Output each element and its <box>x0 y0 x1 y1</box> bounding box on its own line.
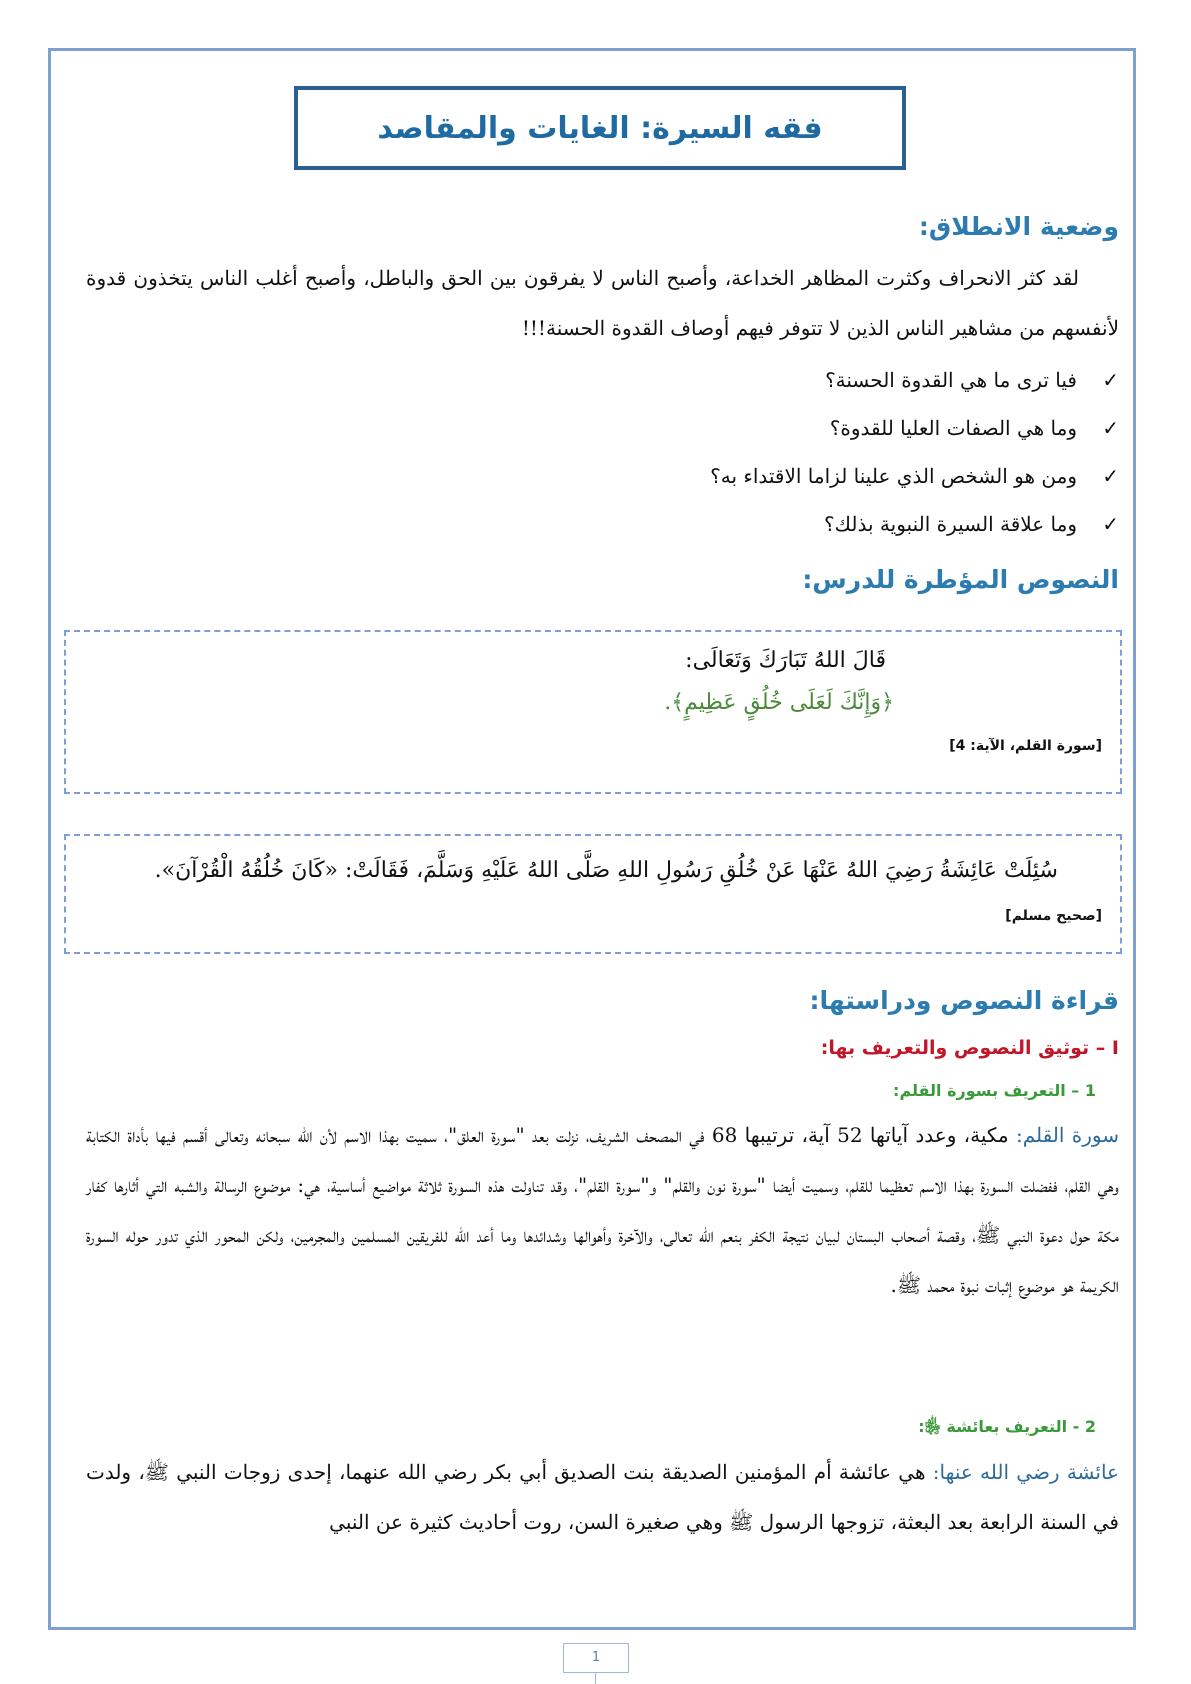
quran-box <box>64 630 1122 794</box>
list-item: ✓ فيا ترى ما هي القدوة الحسنة؟ <box>825 368 1119 392</box>
documentation-subheading: I – توثيق النصوص والتعريف بها: <box>820 1037 1119 1059</box>
start-paragraph: لقد كثر الانحراف وكثرت المظاهر الخداعة، وأصبح الناس لا يفرقون بين الحق والباطل، وأصبح أغلب الناس يتخذون قدوة لأنفسهم من مشاهير الناس الذين لا تتوفر فيهم أوصاف القدوة الحسنة!!! <box>86 266 1119 340</box>
hadith-text: سُئِلَتْ عَائِشَةُ رَضِيَ اللهُ عَنْهَا عَنْ خُلُقِ رَسُولِ اللهِ صَلَّى اللهُ عَلَيْهِ وَسَلَّمَ، فَقَالَتْ: «كَانَ خُلُقُهُ الْقُرْآنَ». <box>154 858 1058 883</box>
surah-paragraph: سورة القلم: مكية، وعدد آياتها 52 آية، ترتيبها 68 في المصحف الشريف، نزلت بعد "سورة العلق"، سميت بهذا الاسم لأن الله سبحانه وتعالى أقسم فيها بأداة الكتابة وهي القلم، ففضلت السورة بهذا الاسم تعظيما للقلم، وسميت أيضا "سورة نون والقلم" و"سورة القلم"، وقد تناولت هذه السورة ثلاثة مواضيع أساسية، هي: موضوع الرسالة والشبه التي أثارها كفار مكة حول دعوة النبي ﷺ، وقصة أصحاب البستان لبيان نتيجة الكفر بنعم الله تعالى، والآخرة وأهوالها وشدائدها وما أعد الله للفريقين المسلمين والمجرمين، ولكن المحور الذي تدور حوله السورة الكريمة هو موضوع إثبات نبوة محمد ﷺ. <box>86 1123 1119 1297</box>
aisha-subheading: 2 - التعريف بعائشة ﵂: <box>918 1417 1096 1436</box>
page-title: فقه السيرة: الغايات والمقاصد <box>377 110 823 146</box>
quran-intro: قَالَ اللهُ تَبَارَكَ وَتَعَالَى: <box>685 648 886 673</box>
list-item: ✓ ومن هو الشخص الذي علينا لزاما الاقتداء به؟ <box>710 464 1119 488</box>
page-number: 1 <box>563 1643 629 1673</box>
texts-heading: النصوص المؤطرة للدرس: <box>802 565 1119 594</box>
checkmark-icon: ✓ <box>1102 464 1119 488</box>
list-item: ✓ وما هي الصفات العليا للقدوة؟ <box>829 416 1119 440</box>
hadith-reference: [صحيح مسلم] <box>1005 908 1102 924</box>
hadith-box <box>64 834 1122 954</box>
aisha-term: عائشة رضي الله عنها: <box>932 1460 1119 1484</box>
list-item: ✓ وما علاقة السيرة النبوية بذلك؟ <box>823 512 1119 536</box>
checkmark-icon: ✓ <box>1102 512 1119 536</box>
checkmark-icon: ✓ <box>1102 416 1119 440</box>
quran-reference: [سورة القلم، الآية: 4] <box>949 738 1102 754</box>
checkmark-icon: ✓ <box>1102 368 1119 392</box>
page-number-connector <box>595 1672 596 1684</box>
reading-heading: قراءة النصوص ودراستها: <box>809 986 1119 1015</box>
quran-verse: ﴿وَإِنَّكَ لَعَلَى خُلُقٍ عَظِيمٍ﴾. <box>664 690 894 715</box>
surah-term: سورة القلم: <box>1015 1123 1119 1147</box>
question-list <box>710 356 1119 548</box>
aisha-paragraph: عائشة رضي الله عنها: هي عائشة أم المؤمنين الصديقة بنت الصديق أبي بكر رضي الله عنهما، إحدى زوجات النبي ﷺ، ولدت في السنة الرابعة بعد البعثة، تزوجها الرسول ﷺ وهي صغيرة السن، روت أحاديث كثيرة عن النبي <box>86 1460 1119 1534</box>
title-box <box>294 86 906 170</box>
start-heading: وضعية الانطلاق: <box>918 212 1119 241</box>
surah-subheading: 1 – التعريف بسورة القلم: <box>893 1081 1096 1100</box>
